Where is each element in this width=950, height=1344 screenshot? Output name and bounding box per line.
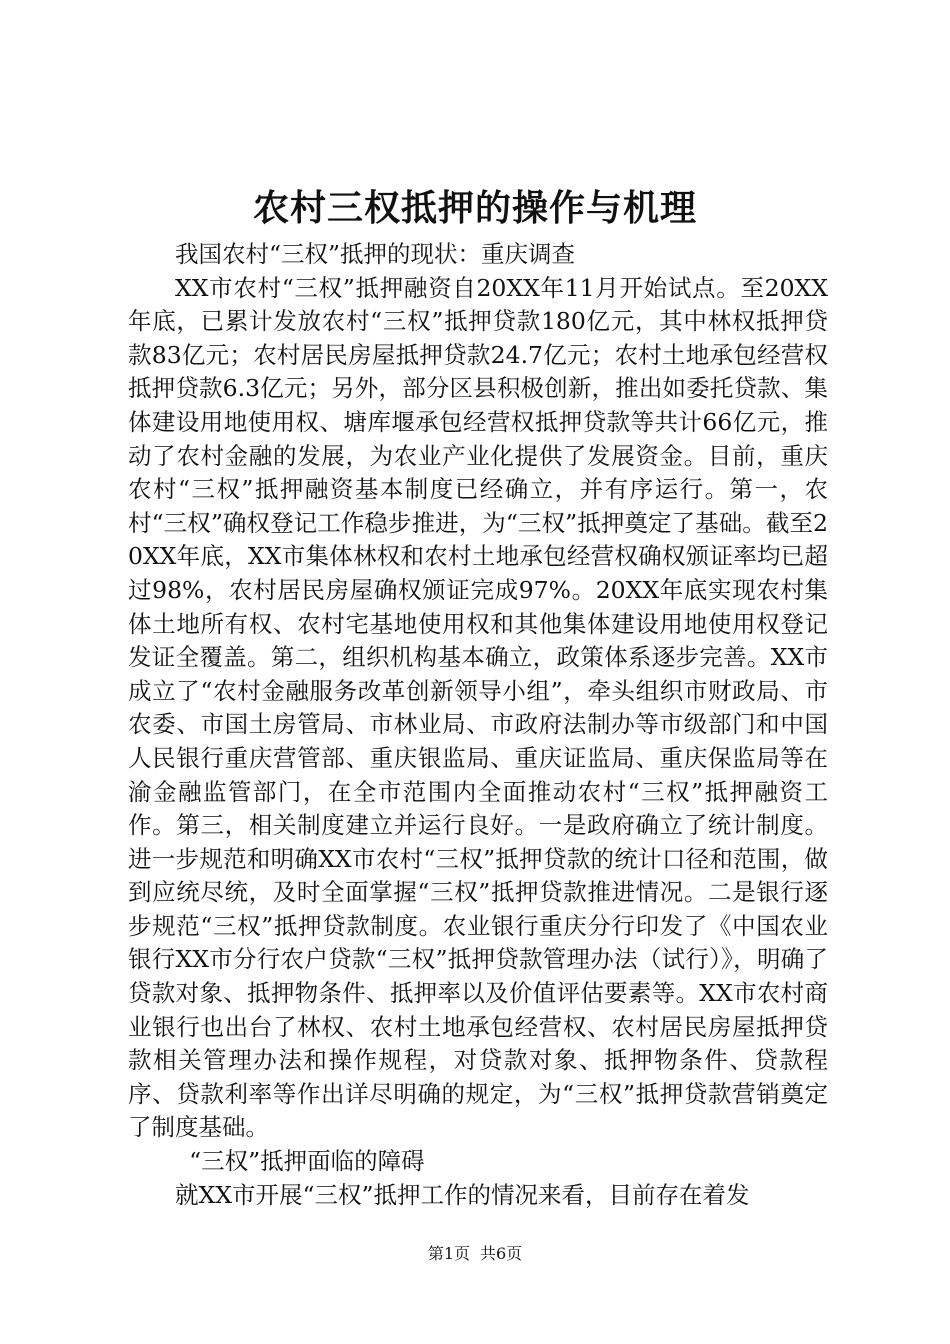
body-paragraph: XX市农村“三权”抵押融资自20XX年11月开始试点。至20XX年底，已累计发放农村“三权”抵押贷款180亿元，其中林权抵押贷款83亿元；农村居民房屋抵押贷款24.7亿元；农村土地承包经营权抵押贷款6.3亿元；另外，部分区县积极创新，推出如委托贷款、集体建设用地使用权、塘库堰承包经营权抵押贷款等共计66亿元，推动了农村金融的发展，为农业产业化提供了发展资金。目前，重庆农村“三权”抵押融资基本制度已经确立，并有序运行。第一，农村“三权”确权登记工作稳步推进，为“三权”抵押奠定了基础。截至20XX年底，XX市集体林权和农村土地承包经营权确权颁证率均已超过98%，农村居民房屋确权颁证完成97%。20XX年底实现农村集体土地所有权、农村宅基地使用权和其他集体建设用地使用权登记发证全覆盖。第二，组织机构基本确立，政策体系逐步完善。XX市成立了“农村金融服务改革创新领导小组”，牵头组织市财政局、市农委、市国土房管局、市林业局、市政府法制办等市级部门和中国人民银行重庆营管部、重庆银监局、重庆证监局、重庆保监局等在渝金融监管部门，在全市范围内全面推动农村“三权”抵押融资工作。第三，相关制度建立并运行良好。一是政府确立了统计制度。进一步规范和明确XX市农村“三权”抵押贷款的统计口径和范围，做到应统尽统，及时全面掌握“三权”抵押贷款推进情况。二是银行逐步规范“三权”抵押贷款制度。农业银行重庆分行印发了《中国农业银行XX市分行农户贷款“三权”抵押贷款管理办法（试行）》，明确了贷款对象、抵押物条件、抵押率以及价值评估要素等。XX市农村商业银行也出台了林权、农村土地承包经营权、农村居民房屋抵押贷款相关管理办法和操作规程，对贷款对象、抵押物条件、贷款程序、贷款利率等作出详尽明确的规定，为“三权”抵押贷款营销奠定了制度基础。 xyxy=(128,273,828,1142)
page-footer xyxy=(0,1242,950,1266)
page-total: 共6页 xyxy=(480,1244,523,1263)
section-heading-status: 我国农村“三权”抵押的现状：重庆调查 xyxy=(175,240,576,268)
document-title: 农村三权抵押的操作与机理 xyxy=(252,187,697,229)
page-number: 第1页 xyxy=(427,1244,470,1263)
document-body xyxy=(128,238,828,1212)
body-paragraph: 就XX市开展“三权”抵押工作的情况来看，目前存在着发 xyxy=(175,1180,750,1209)
section-heading-obstacles: “三权”抵押面临的障碍 xyxy=(189,1147,425,1176)
